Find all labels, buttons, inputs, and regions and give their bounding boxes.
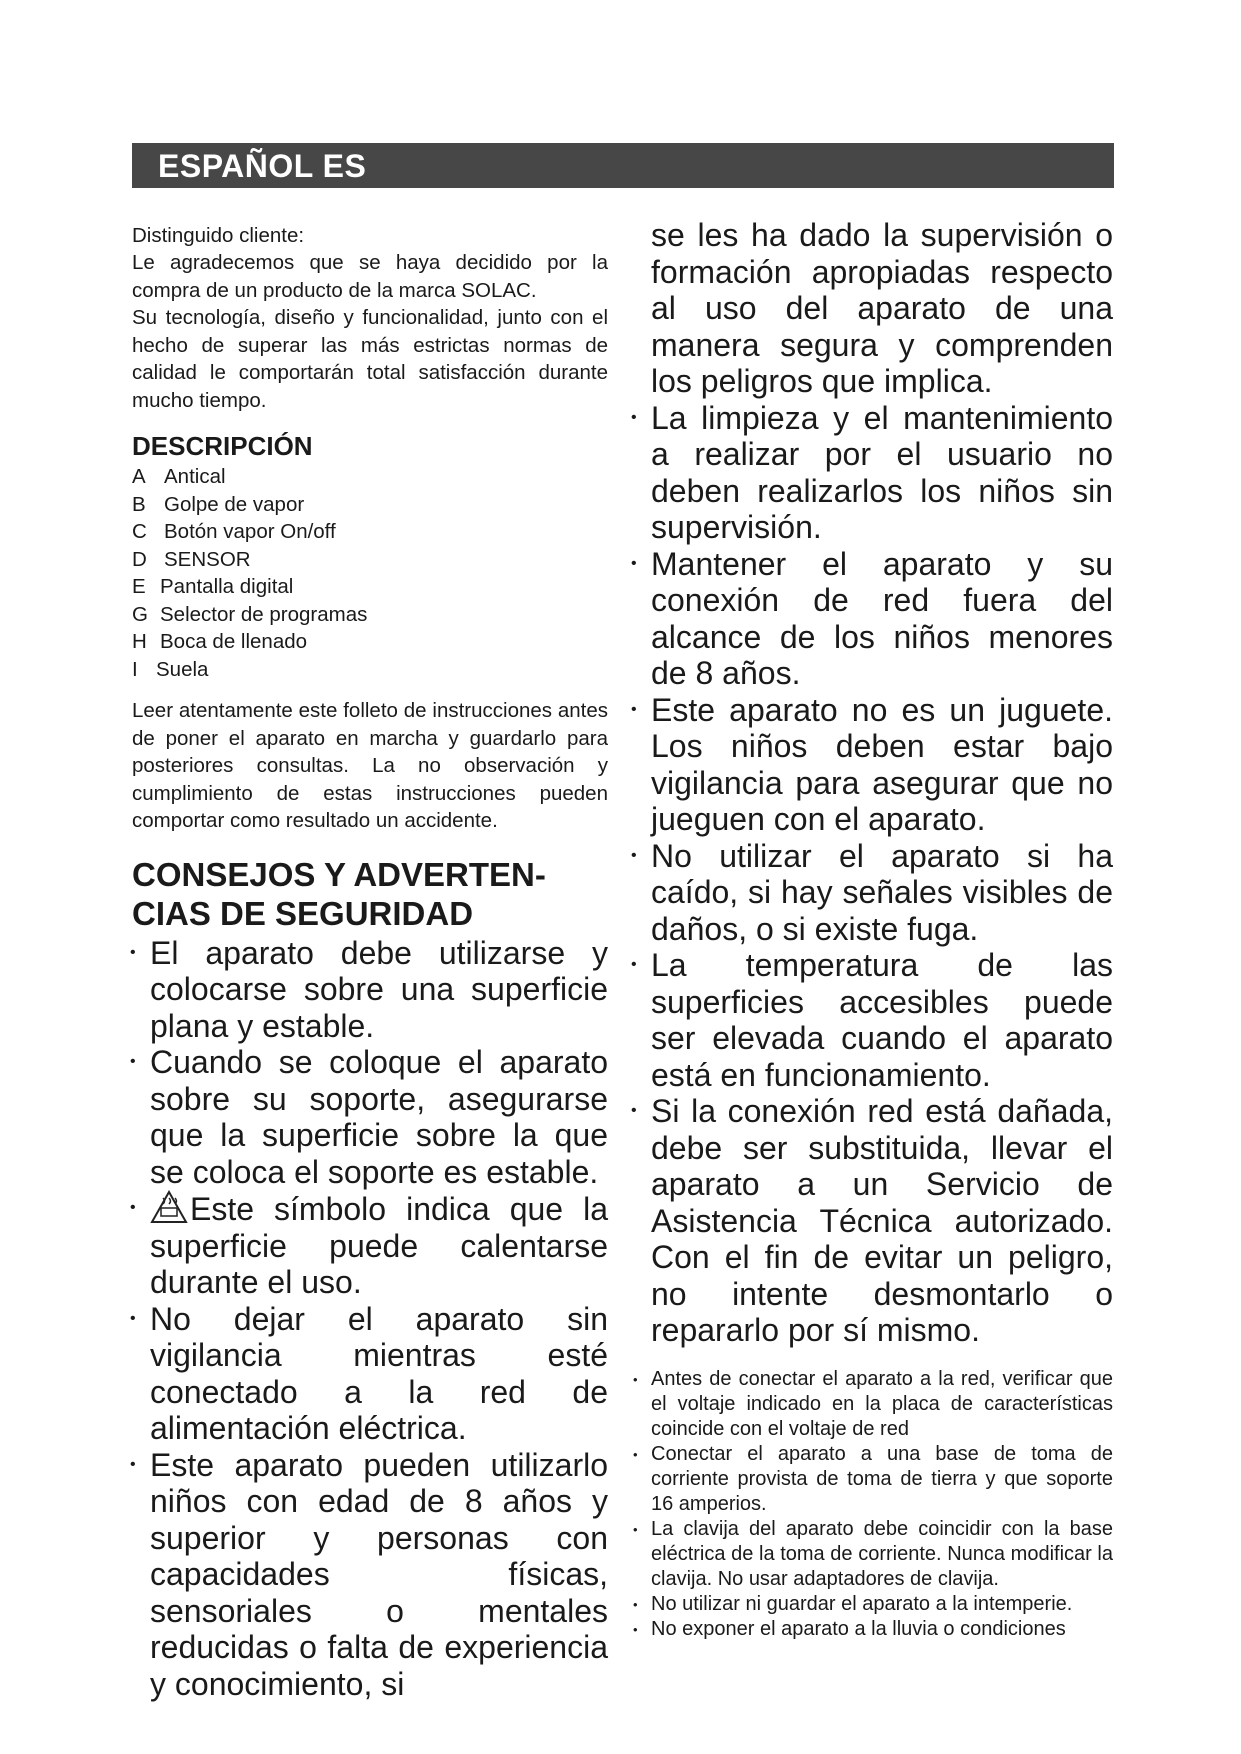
parts-list-item: C Botón vapor On/off bbox=[132, 520, 336, 543]
safety-item: • La limpieza y el mantenimiento a realizar por el usuario no deben realizarlos los niños sin supervisión. bbox=[631, 399, 1113, 545]
safety-item: • Cuando se coloque el aparato sobre su soporte, asegurarse que la superficie sobre la que se coloca el soporte es estable. bbox=[130, 1044, 608, 1190]
language-title: ESPAÑOL ES bbox=[158, 148, 367, 184]
intro-paragraph-2: Su tecnología, diseño y funcionalidad, junto con el hecho de superar las más estrictas normas de calidad le comportarán total satisfacción durante mucho tiempo. bbox=[132, 306, 608, 412]
safety-list-left bbox=[132, 935, 608, 1703]
description-heading: DESCRIPCIÓN bbox=[132, 431, 313, 461]
safety-item: • El aparato debe utilizarse y colocarse sobre una superficie plana y estable. bbox=[130, 934, 608, 1044]
electrical-safety-item: • No exponer el aparato a la lluvia o condiciones bbox=[633, 1617, 1066, 1640]
language-header-bar bbox=[132, 143, 1114, 188]
parts-list bbox=[132, 463, 608, 683]
hot-surface-warning-icon bbox=[150, 1190, 188, 1224]
safety-item: • Este aparato no es un juguete. Los niños deben estar bajo vigilancia para asegurar que no jueguen con el aparato. bbox=[631, 691, 1113, 837]
electrical-safety-list bbox=[633, 1367, 1113, 1642]
safety-heading: CONSEJOS Y ADVERTEN- CIAS DE SEGURIDAD bbox=[132, 855, 546, 932]
parts-list-item: A Antical bbox=[132, 465, 226, 488]
read-instructions-note: Leer atentamente este folleto de instrucciones antes de poner el aparato en marcha y guardarlo para posteriores consultas. La no observación y cumplimiento de estas instrucciones pueden comportar como resultado un accidente. bbox=[132, 699, 608, 832]
safety-continuation: se les ha dado la supervisión o formación apropiadas respecto al uso del aparato de una manera segura y comprenden los peligros que implica. bbox=[651, 217, 1113, 399]
parts-list-item: H Boca de llenado bbox=[132, 630, 308, 653]
intro-paragraph-1: Le agradecemos que se haya decidido por la compra de un producto de la marca SOLAC. bbox=[132, 251, 608, 302]
electrical-safety-item: • Antes de conectar el aparato a la red, verificar que el voltaje indicado en la placa de características coincide con el voltaje de red bbox=[633, 1367, 1113, 1440]
safety-item: • Mantener el aparato y su conexión de red fuera del alcance de los niños menores de 8 años. bbox=[631, 545, 1113, 691]
safety-item: • Si la conexión red está dañada, debe ser substituida, llevar el aparato a un Servicio de Asistencia Técnica autorizado. Con el fin de evitar un peligro, no intente desmontarlo o repararlo por sí mismo. bbox=[631, 1093, 1113, 1348]
left-column bbox=[132, 222, 608, 1702]
safety-item: • No utilizar el aparato si ha caído, si hay señales visibles de daños, o si existe fuga. bbox=[631, 837, 1113, 947]
parts-list-item: I Suela bbox=[132, 657, 209, 681]
parts-list-item: E Pantalla digital bbox=[132, 575, 294, 598]
safety-item-hot-surface: • Este símbolo indica que la superficie puede calentarse durante el uso. bbox=[130, 1191, 608, 1300]
safety-item: • Este aparato pueden utilizarlo niños con edad de 8 años y superior y personas con capacidades físicas, sensoriales o mentales reducidas o falta de experiencia y conocimiento, si bbox=[130, 1446, 608, 1702]
parts-list-item: G Selector de programas bbox=[132, 602, 368, 626]
safety-item: • La temperatura de las superficies accesibles puede ser elevada cuando el aparato está en funcionamiento. bbox=[631, 947, 1113, 1093]
electrical-safety-item: • La clavija del aparato debe coincidir con la base eléctrica de la toma de corriente. Nunca modificar la clavija. No usar adaptadores de clavija. bbox=[633, 1517, 1113, 1590]
safety-list-right bbox=[633, 400, 1113, 1349]
parts-list-item: D SENSOR bbox=[132, 547, 251, 571]
electrical-safety-item: • Conectar el aparato a una base de toma de corriente provista de toma de tierra y que soporte 16 amperios. bbox=[633, 1442, 1113, 1515]
greeting: Distinguido cliente: bbox=[132, 224, 305, 247]
safety-item: • No dejar el aparato sin vigilancia mientras esté conectado a la red de alimentación eléctrica. bbox=[130, 1300, 608, 1446]
electrical-safety-item: • No utilizar ni guardar el aparato a la intemperie. bbox=[633, 1592, 1073, 1615]
right-column bbox=[633, 217, 1113, 1642]
parts-list-item: B Golpe de vapor bbox=[132, 492, 305, 516]
